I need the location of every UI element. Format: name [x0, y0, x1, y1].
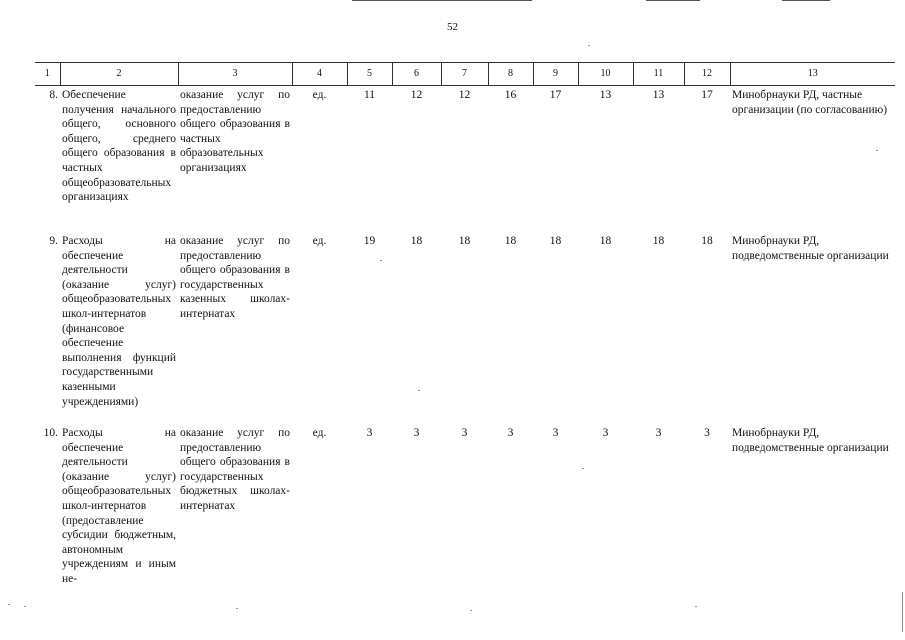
table-row [35, 426, 895, 587]
value-cell: 13 [599, 89, 612, 101]
value-cell: 18 [458, 235, 471, 247]
value-cell: 17 [549, 89, 562, 101]
value-cell: 3 [655, 427, 662, 439]
header-cell: 2 [60, 63, 178, 86]
value-cell: 3 [552, 427, 559, 439]
page-number: 52 [447, 21, 458, 33]
header-cell: 8 [488, 63, 533, 86]
table-row [35, 234, 895, 426]
row-number: 9. [49, 235, 58, 247]
scan-speck [470, 610, 472, 611]
header-cell: 11 [633, 63, 684, 86]
value-cell: 18 [504, 235, 517, 247]
scan-speck [588, 45, 590, 46]
service-description: оказание услуг по предоставлению общего образования в государственных бюджетных школах-интернатах [180, 427, 290, 512]
value-cell: 13 [652, 89, 665, 101]
top-rule-mid [646, 0, 700, 1]
service-description: оказание услуг по предоставлению общего образования в частных образовательных организациях [180, 89, 290, 174]
value-cell: 3 [704, 427, 710, 439]
value-cell: 3 [461, 427, 468, 439]
unit: ед. [312, 235, 327, 247]
value-cell: 3 [507, 427, 514, 439]
scan-speck [24, 606, 26, 607]
header-cell: 10 [578, 63, 633, 86]
activity-name: Расходы на обеспечение деятельности (оказание услуг) общеобразовательных школ-интернатов (финансовое обеспечение выполнения функций государственными казенными учреждениями) [62, 235, 176, 408]
header-cell: 7 [441, 63, 488, 86]
activity-name: Расходы на обеспечение деятельности (оказание услуг) общеобразовательных школ-интернатов (предоставление субсидии бюджетным, автономным учреждениям и иным не- [62, 427, 176, 585]
value-cell: 3 [366, 427, 373, 439]
header-cell: 4 [292, 63, 347, 86]
value-cell: 17 [701, 89, 713, 101]
row-number: 8. [49, 89, 58, 101]
header-cell: 3 [178, 63, 292, 86]
value-cell: 11 [363, 89, 376, 101]
header-cell: 13 [730, 63, 895, 86]
top-rule-right [782, 0, 830, 1]
scan-speck [582, 468, 584, 469]
scan-speck [236, 608, 238, 609]
value-cell: 16 [504, 89, 517, 101]
header-cell: 9 [533, 63, 578, 86]
value-cell: 19 [363, 235, 376, 247]
service-description: оказание услуг по предоставлению общего образования в государственных казенных школах-интернатах [180, 235, 290, 320]
header-cell: 1 [35, 63, 60, 86]
value-cell: 18 [652, 235, 665, 247]
top-rule-left [352, 0, 532, 1]
activity-name: Обеспечение получения начального общего, основного общего, среднего общего образования в частных общеобразовательных организациях [62, 89, 176, 204]
header-cell: 5 [347, 63, 392, 86]
value-cell: 18 [701, 235, 713, 247]
unit: ед. [312, 427, 327, 439]
value-cell: 3 [413, 427, 420, 439]
scan-speck [8, 604, 10, 605]
unit: ед. [312, 89, 327, 101]
value-cell: 12 [410, 89, 423, 101]
scan-speck [876, 150, 878, 151]
scan-speck [380, 260, 382, 261]
table-row [35, 86, 895, 235]
executor: Минобрнауки РД, частные организации (по согласованию) [732, 89, 888, 116]
scan-edge [902, 592, 903, 632]
executor: Минобрнауки РД, подведомственные организации [732, 427, 889, 454]
value-cell: 18 [410, 235, 423, 247]
executor: Минобрнауки РД, подведомственные организации [732, 235, 889, 262]
header-cell: 6 [392, 63, 441, 86]
scan-speck [418, 390, 420, 391]
indicator-table [35, 62, 895, 587]
value-cell: 3 [602, 427, 609, 439]
value-cell: 18 [549, 235, 562, 247]
header-cell: 12 [684, 63, 730, 86]
header-row [35, 63, 895, 86]
value-cell: 12 [458, 89, 471, 101]
value-cell: 18 [599, 235, 612, 247]
scan-speck [695, 606, 697, 607]
row-number: 10. [43, 427, 58, 439]
